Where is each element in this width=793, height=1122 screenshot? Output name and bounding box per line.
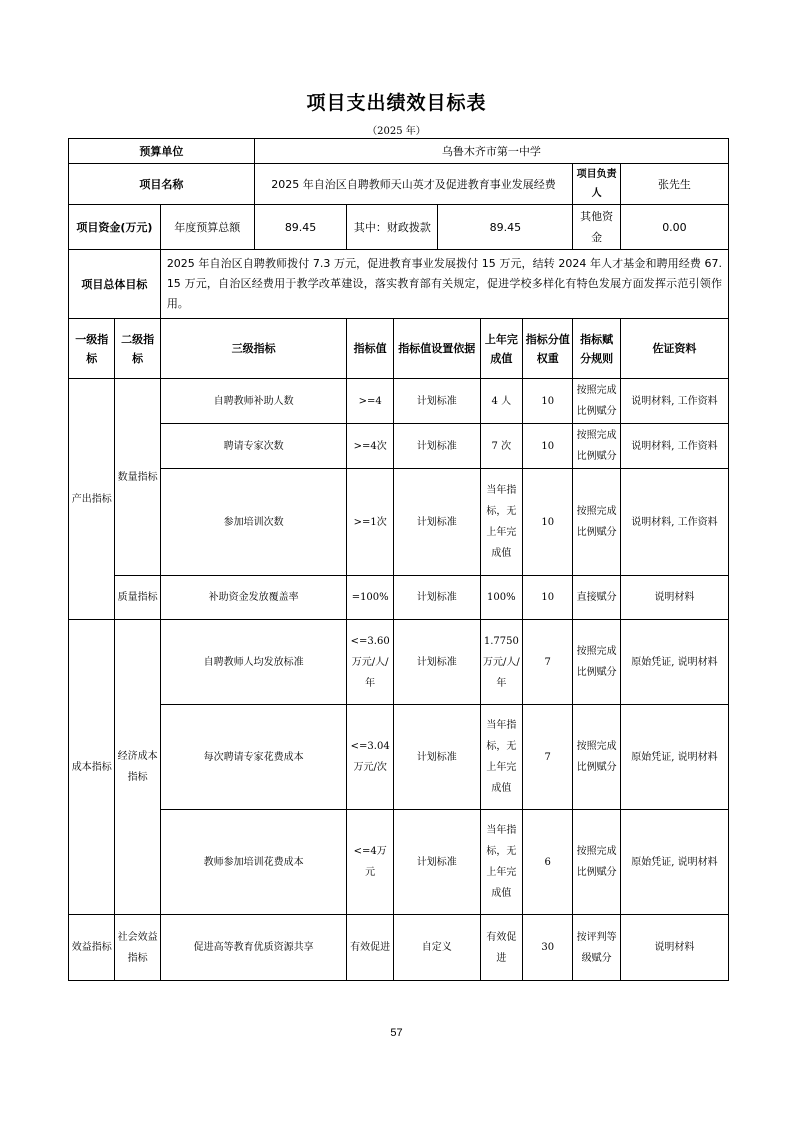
project-row (69, 164, 729, 205)
indicator-last: 1.7750 万元/人/年 (480, 620, 522, 705)
indicator-rule: 按照完成比例赋分 (573, 469, 620, 576)
table-row (69, 424, 729, 469)
table-row (69, 705, 729, 810)
indicator-basis: 自定义 (393, 915, 480, 981)
indicator-last: 有效促进 (480, 915, 522, 981)
group-cost: 成本指标 (69, 620, 115, 915)
manager-value: 张先生 (620, 164, 728, 205)
unit-label: 预算单位 (69, 139, 255, 164)
indicator-rule: 按照完成比例赋分 (573, 620, 620, 705)
indicator-weight: 30 (523, 915, 573, 981)
annual-budget-label: 年度预算总额 (160, 205, 254, 250)
goal-label: 项目总体目标 (69, 250, 161, 319)
indicator-name: 自聘教师补助人数 (160, 379, 347, 424)
indicator-name: 教师参加培训花费成本 (160, 810, 347, 915)
table-row (69, 379, 729, 424)
manager-label: 项目负责人 (573, 164, 620, 205)
group-economic-cost: 经济成本指标 (115, 620, 160, 915)
project-label: 项目名称 (69, 164, 255, 205)
performance-table (68, 138, 729, 981)
indicator-basis: 计划标准 (393, 424, 480, 469)
indicator-rule: 按照完成比例赋分 (573, 810, 620, 915)
header-level3: 三级指标 (160, 319, 347, 379)
annual-budget-value: 89.45 (254, 205, 347, 250)
indicator-last: 4 人 (480, 379, 522, 424)
indicator-value: >=4次 (347, 424, 393, 469)
unit-value: 乌鲁木齐市第一中学 (254, 139, 728, 164)
table-row (69, 620, 729, 705)
header-evidence: 佐证资料 (620, 319, 728, 379)
indicator-rule: 直接赋分 (573, 576, 620, 620)
header-row (69, 319, 729, 379)
project-value: 2025 年自治区自聘教师天山英才及促进教育事业发展经费 (254, 164, 573, 205)
indicator-value: =100% (347, 576, 393, 620)
header-level1: 一级指标 (69, 319, 115, 379)
header-weight: 指标分值权重 (523, 319, 573, 379)
group-social-benefit: 社会效益指标 (115, 915, 160, 981)
other-funds-label: 其他资金 (573, 205, 620, 250)
indicator-name: 促进高等教育优质资源共享 (160, 915, 347, 981)
indicator-last: 当年指标，无上年完成值 (480, 705, 522, 810)
header-basis: 指标值设置依据 (393, 319, 480, 379)
table-row (69, 576, 729, 620)
indicator-last: 100% (480, 576, 522, 620)
indicator-name: 参加培训次数 (160, 469, 347, 576)
group-quality: 质量指标 (115, 576, 160, 620)
indicator-basis: 计划标准 (393, 469, 480, 576)
indicator-weight: 10 (523, 424, 573, 469)
indicator-basis: 计划标准 (393, 379, 480, 424)
indicator-rule: 按照完成比例赋分 (573, 705, 620, 810)
indicator-basis: 计划标准 (393, 810, 480, 915)
indicator-weight: 6 (523, 810, 573, 915)
header-value: 指标值 (347, 319, 393, 379)
table-row (69, 915, 729, 981)
indicator-name: 自聘教师人均发放标准 (160, 620, 347, 705)
funds-row (69, 205, 729, 250)
indicator-last: 7 次 (480, 424, 522, 469)
indicator-rule: 按评判等级赋分 (573, 915, 620, 981)
indicator-weight: 7 (523, 620, 573, 705)
indicator-evidence: 原始凭证, 说明材料 (620, 620, 728, 705)
indicator-last: 当年指标，无上年完成值 (480, 469, 522, 576)
group-benefit: 效益指标 (69, 915, 115, 981)
indicator-weight: 10 (523, 576, 573, 620)
indicator-evidence: 原始凭证, 说明材料 (620, 705, 728, 810)
table-row (69, 469, 729, 576)
header-last-year: 上年完成值 (480, 319, 522, 379)
indicator-rule: 按照完成比例赋分 (573, 424, 620, 469)
indicator-evidence: 说明材料 (620, 915, 728, 981)
goal-row (69, 250, 729, 319)
indicator-evidence: 说明材料 (620, 576, 728, 620)
goal-text: 2025 年自治区自聘教师拨付 7.3 万元，促进教育事业发展拨付 15 万元，结转 2024 年人才基金和聘用经费 67.15 万元，自治区经费用于教学改革建设，落实教育部有关规定，促进学校多样化有特色发展方面发挥示范引领作用。 (160, 250, 728, 319)
group-output: 产出指标 (69, 379, 115, 620)
indicator-name: 聘请专家次数 (160, 424, 347, 469)
indicator-weight: 10 (523, 379, 573, 424)
indicator-evidence: 说明材料, 工作资料 (620, 379, 728, 424)
fiscal-value: 89.45 (438, 205, 573, 250)
indicator-basis: 计划标准 (393, 705, 480, 810)
indicator-basis: 计划标准 (393, 620, 480, 705)
indicator-value: <=4万元 (347, 810, 393, 915)
indicator-weight: 10 (523, 469, 573, 576)
document-year: （2025 年） (367, 126, 426, 137)
indicator-evidence: 说明材料, 工作资料 (620, 424, 728, 469)
indicator-evidence: 说明材料, 工作资料 (620, 469, 728, 576)
indicator-last: 当年指标，无上年完成值 (480, 810, 522, 915)
fiscal-label: 其中：财政拨款 (347, 205, 438, 250)
indicator-value: <=3.04万元/次 (347, 705, 393, 810)
unit-row (69, 139, 729, 164)
indicator-rule: 按照完成比例赋分 (573, 379, 620, 424)
other-funds-value: 0.00 (620, 205, 728, 250)
page-number: 57 (390, 1027, 403, 1039)
table-row (69, 810, 729, 915)
indicator-basis: 计划标准 (393, 576, 480, 620)
indicator-value: 有效促进 (347, 915, 393, 981)
indicator-value: <=3.60万元/人/年 (347, 620, 393, 705)
header-level2: 二级指标 (115, 319, 160, 379)
indicator-weight: 7 (523, 705, 573, 810)
indicator-evidence: 原始凭证, 说明材料 (620, 810, 728, 915)
group-quantity: 数量指标 (115, 379, 160, 576)
indicator-name: 补助资金发放覆盖率 (160, 576, 347, 620)
funds-label: 项目资金(万元) (69, 205, 161, 250)
header-rule: 指标赋分规则 (573, 319, 620, 379)
indicator-value: >=4 (347, 379, 393, 424)
indicator-value: >=1次 (347, 469, 393, 576)
document-title: 项目支出绩效目标表 (306, 92, 487, 114)
indicator-name: 每次聘请专家花费成本 (160, 705, 347, 810)
